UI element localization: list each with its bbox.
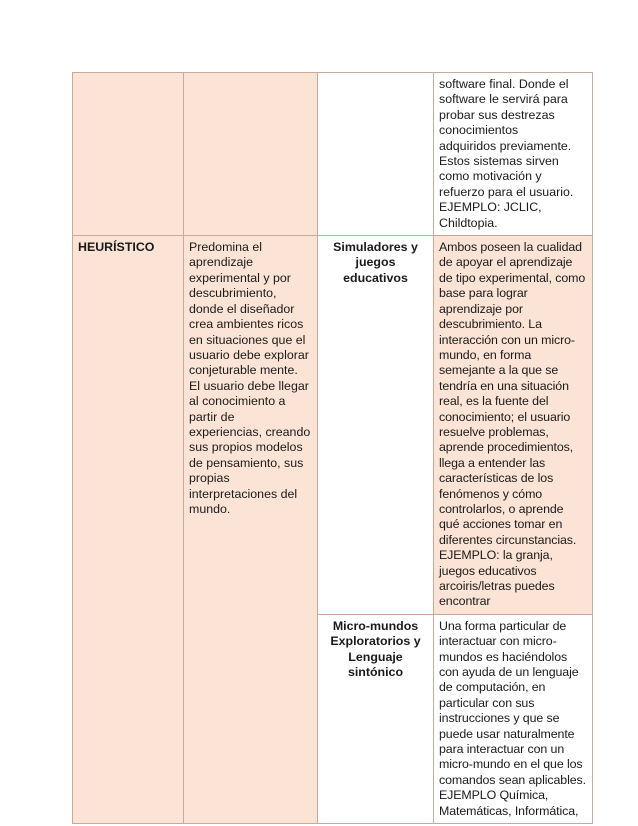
type-cell: Simuladores y juegos educativos xyxy=(318,236,434,615)
table-row xyxy=(73,236,593,615)
description-cell: software final. Donde el software le servirá para probar sus destrezas conocimientos adquiridos previamente. Estos sistemas sirven como motivación y refuerzo para el usuario. EJEMPLO: JCLIC, Childtopia. xyxy=(434,73,593,236)
category-cell-empty xyxy=(73,73,184,236)
description-cell: Una forma particular de interactuar con micro- mundos es haciéndolos con ayuda de un lenguaje de computación, en particular con sus instrucciones y que se puede usar naturalmente para interactuar con un micro-mundo en el que los comandos sean aplicables. EJEMPLO Química, Matemáticas, Informática, xyxy=(434,614,593,823)
category-cell: HEURÍSTICO xyxy=(73,236,184,824)
content-table xyxy=(72,72,593,824)
summary-cell-empty xyxy=(184,73,318,236)
type-cell-empty xyxy=(318,73,434,236)
type-cell: Micro-mundos Exploratorios y Lenguaje sintónico xyxy=(318,614,434,823)
summary-cell: Predomina el aprendizaje experimental y por descubrimiento, donde el diseñador crea ambientes ricos en situaciones que el usuario debe explorar conjeturable mente. El usuario debe llegar al conocimiento a partir de experiencias, creando sus propios modelos de pensamiento, sus propias interpretaciones del mundo. xyxy=(184,236,318,824)
table-row xyxy=(73,73,593,236)
description-cell: Ambos poseen la cualidad de apoyar el aprendizaje de tipo experimental, como base para lograr aprendizaje por descubrimiento. La interacción con un micro- mundo, en forma semejante a la que se tendría en una situación real, es la fuente del conocimiento; el usuario resuelve problemas, aprende procedimientos, llega a entender las características de los fenómenos y cómo controlarlos, o aprende qué acciones tomar en diferentes circunstancias. EJEMPLO: la granja, juegos educativos arcoiris/letras puedes encontrar xyxy=(434,236,593,615)
